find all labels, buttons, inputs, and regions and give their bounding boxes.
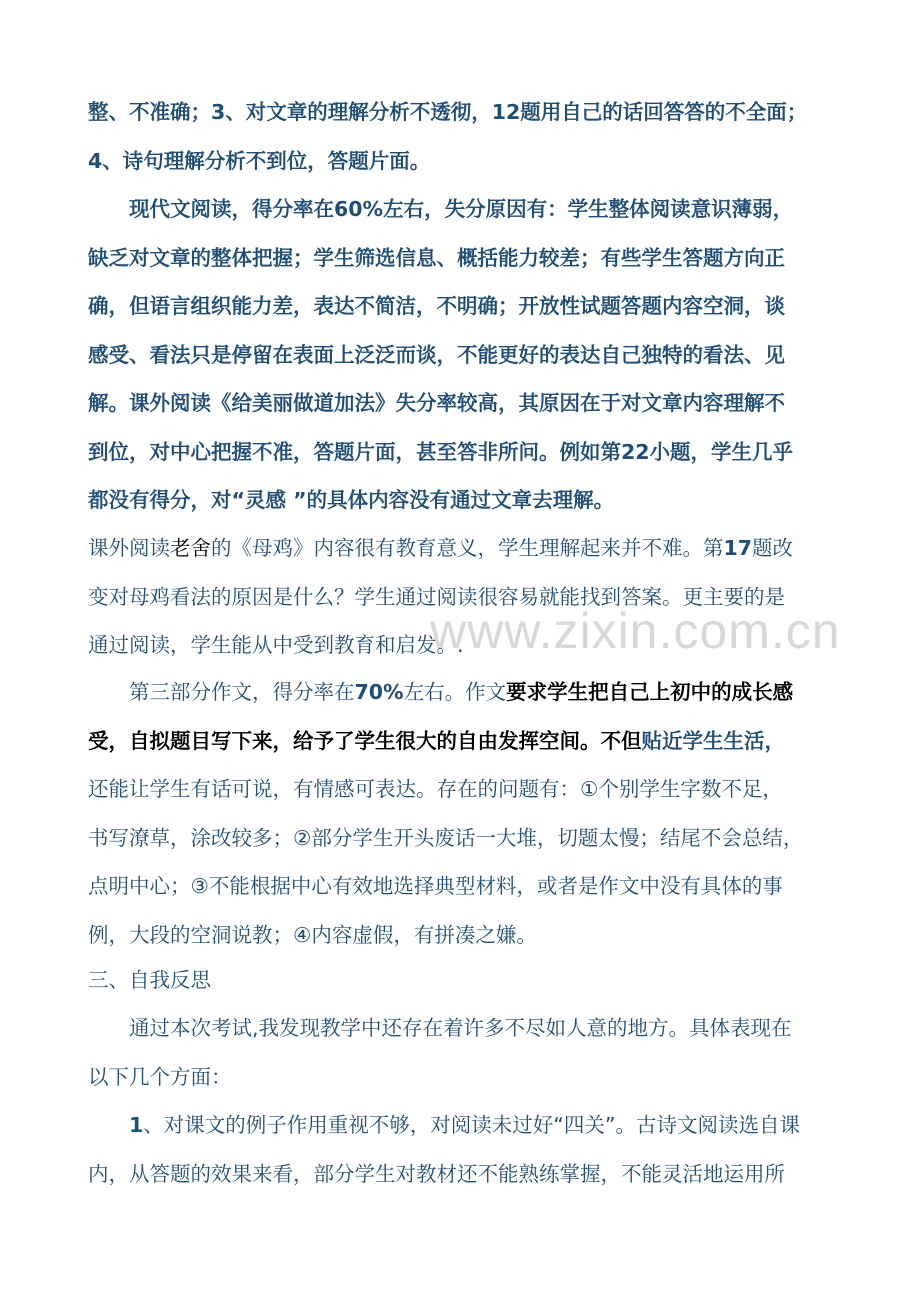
text-line: 第三部分作文，得分率在70%左右。作文要求学生把自己上初中的成长感 (129, 680, 794, 704)
paragraph-modern-reading (88, 185, 833, 525)
paragraph-composition (88, 668, 833, 959)
text-line: 整、不准确；3、对文章的理解分析不透彻，12题用自己的话回答答的不全面； (88, 100, 808, 124)
text-line: 内，从答题的效果来看，部分学生对教材还不能熟练掌握，不能灵活地运用所 (88, 1161, 785, 1186)
text-line: 解。课外阅读《给美丽做道加法》失分率较高，其原因在于对文章内容理解不 (88, 391, 785, 415)
paragraph-reflection-point-1 (88, 1101, 833, 1198)
text-line: 还能让学生有话可说，有情感可表达。存在的问题有：①个别学生字数不足， (88, 777, 783, 801)
paragraph-analysis-continued (88, 88, 833, 185)
section-heading-self-reflection (88, 956, 833, 1005)
text-line: 以下几个方面： (88, 1064, 232, 1089)
text-line: 通过本次考试,我发现教学中还存在着许多不尽如人意的地方。具体表现在 (129, 1016, 792, 1040)
text-line: 1、对课文的例子作用重视不够，对阅读未过好“四关”。古诗文阅读选自课 (129, 1113, 801, 1137)
text-line: 书写潦草，涂改较多；②部分学生开头废话一大堆，切题太慢；结尾不会总结， (88, 825, 804, 850)
text-line: 确，但语言组织能力差，表达不简洁，不明确；开放性试题答题内容空洞，谈 (88, 294, 785, 318)
text-line: 通过阅读，学生能从中受到教育和启发。. (88, 633, 464, 657)
text-line: 点明中心；③不能根据中心有效地选择典型材料，或者是作文中没有具体的事 (88, 874, 783, 898)
text-line: 例，大段的空洞说教；④内容虚假，有拼凑之嫌。 (88, 922, 537, 947)
text-line: 缺乏对文章的整体把握；学生筛选信息、概括能力较差；有些学生答题方向正 (88, 245, 785, 270)
watermark: www.zixin.com.cn (430, 603, 841, 659)
text-line: 感受、看法只是停留在表面上泛泛而谈，不能更好的表达自己独特的看法、见 (88, 342, 785, 367)
text-line: 现代文阅读，得分率在60%左右，失分原因有：学生整体阅读意识薄弱， (129, 197, 794, 221)
heading-text: 三、自我反思 (88, 968, 211, 992)
paragraph-reflection-intro (88, 1004, 833, 1101)
text-line: 变对母鸡看法的原因是什么？学生通过阅读很容易就能找到答案。更主要的是 (88, 584, 785, 609)
text-line: 课外阅读老舍的《母鸡》内容很有教育意义，学生理解起来并不难。第17题改 (88, 536, 794, 560)
text-line: 到位，对中心把握不准，答题片面，甚至答非所问。例如第22小题，学生几乎 (88, 439, 794, 464)
text-line: 4、诗句理解分析不到位，答题片面。 (88, 148, 431, 173)
paragraph-mother-hen (88, 524, 833, 670)
text-line: 都没有得分，对“灵感 ”的具体内容没有通过文章去理解。 (88, 488, 615, 512)
text-line: 受，自拟题目写下来，给予了学生很大的自由发挥空间。不但贴近学生生活， (88, 728, 785, 753)
